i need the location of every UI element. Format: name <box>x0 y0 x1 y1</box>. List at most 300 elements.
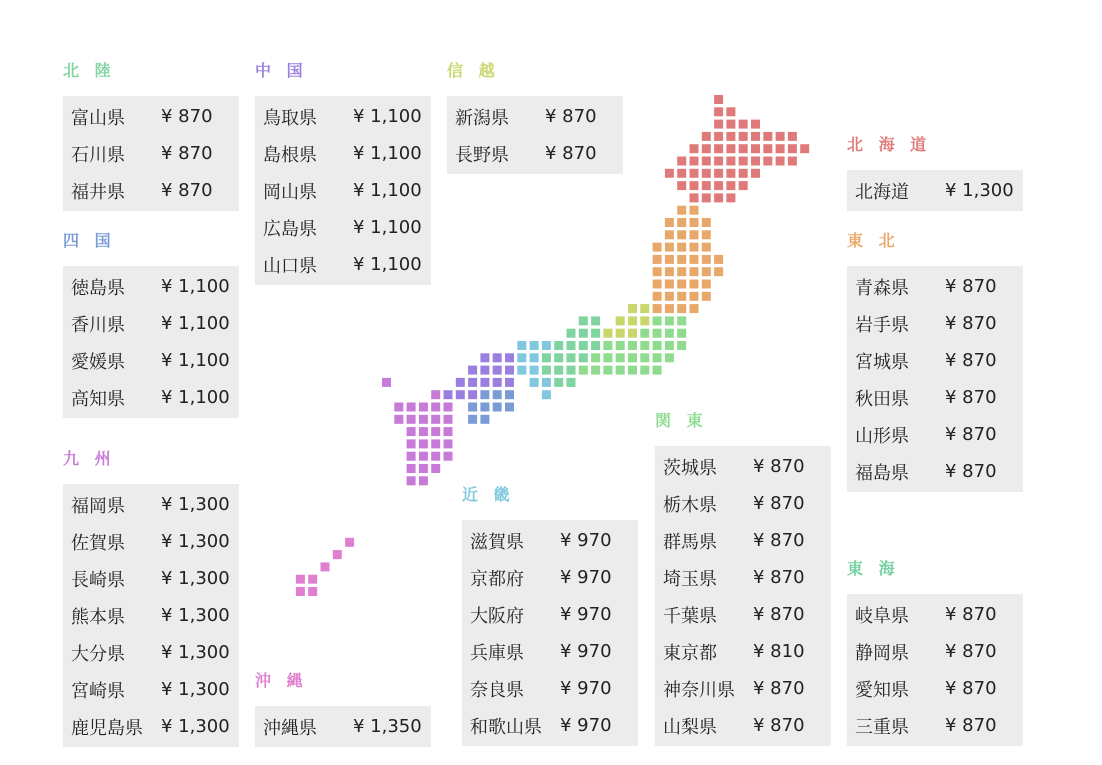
map-dot-chugoku <box>493 353 502 362</box>
shipping-price: ¥ 870 <box>945 604 997 625</box>
map-dot-tohoku <box>690 292 699 301</box>
map-dot-hokuriku <box>567 378 576 387</box>
map-dot-kinki <box>517 341 526 350</box>
price-row <box>663 596 823 633</box>
map-dot-kanto <box>677 341 686 350</box>
map-dot-kanto <box>616 353 625 362</box>
map-dot-chugoku <box>480 366 489 375</box>
map-dot-chubu <box>628 316 637 325</box>
price-table <box>447 96 623 174</box>
price-row <box>71 597 231 634</box>
prefecture-name: 福島県 <box>855 462 909 484</box>
prefecture-name: 沖縄県 <box>263 717 317 739</box>
price-row <box>71 172 231 209</box>
map-dot-tohoku <box>677 243 686 252</box>
map-dot-okinawa <box>296 587 305 596</box>
map-dot-hokuriku <box>554 341 563 350</box>
price-row <box>663 670 823 707</box>
price-row <box>855 305 1015 342</box>
region-title: 北 陸 <box>63 61 116 80</box>
map-dot-kyushu <box>419 476 428 485</box>
map-dot-kyushu <box>407 403 416 412</box>
prefecture-name: 神奈川県 <box>663 679 735 701</box>
map-dot-shikoku <box>468 415 477 424</box>
shipping-price: ¥ 970 <box>560 641 612 662</box>
prefecture-name: 熊本県 <box>71 606 125 628</box>
map-dot-hokkaido <box>690 144 699 153</box>
shipping-price: ¥ 870 <box>161 143 213 164</box>
map-dot-kyushu <box>431 452 440 461</box>
shipping-price: ¥ 870 <box>545 106 597 127</box>
map-dot-kyushu <box>394 403 403 412</box>
prefecture-name: 栃木県 <box>663 494 717 516</box>
map-dot-hokkaido <box>714 193 723 202</box>
prefecture-name: 秋田県 <box>855 388 909 410</box>
prefecture-name: 埼玉県 <box>663 568 717 590</box>
price-row <box>470 596 630 633</box>
map-dot-hokkaido <box>677 157 686 166</box>
prefecture-name: 新潟県 <box>455 107 509 129</box>
map-dot-tohoku <box>677 304 686 313</box>
prefecture-name: 奈良県 <box>470 679 524 701</box>
map-dot-chubu <box>640 304 649 313</box>
map-dot-hokkaido <box>714 107 723 116</box>
region-okinawa <box>255 670 431 747</box>
shipping-price: ¥ 870 <box>945 424 997 445</box>
price-row <box>855 342 1015 379</box>
map-dot-hokkaido <box>690 157 699 166</box>
map-dot-kyushu <box>382 378 391 387</box>
map-dot-hokkaido <box>665 169 674 178</box>
prefecture-name: 福岡県 <box>71 495 125 517</box>
map-dot-chugoku <box>480 353 489 362</box>
map-dot-tohoku <box>690 280 699 289</box>
map-dot-hokkaido <box>763 157 772 166</box>
map-dot-tohoku <box>702 292 711 301</box>
price-row <box>470 633 630 670</box>
map-dot-hokkaido <box>739 157 748 166</box>
region-shikoku <box>63 230 239 418</box>
map-dot-hokkaido <box>702 157 711 166</box>
region-hokuriku <box>63 60 239 211</box>
shipping-price: ¥ 1,300 <box>161 568 230 589</box>
region-title: 東 海 <box>847 559 900 578</box>
shipping-price: ¥ 870 <box>945 350 997 371</box>
map-dot-tohoku <box>677 280 686 289</box>
prefecture-name: 滋賀県 <box>470 531 524 553</box>
prefecture-name: 石川県 <box>71 144 125 166</box>
prefecture-name: 兵庫県 <box>470 642 524 664</box>
price-row <box>663 559 823 596</box>
shipping-price: ¥ 870 <box>945 387 997 408</box>
price-row <box>455 135 615 172</box>
map-dot-hokkaido <box>726 169 735 178</box>
prefecture-name: 富山県 <box>71 107 125 129</box>
map-dot-kanto <box>653 353 662 362</box>
map-dot-okinawa <box>345 538 354 547</box>
shipping-price: ¥ 870 <box>753 604 805 625</box>
map-dot-tohoku <box>702 230 711 239</box>
map-dot-hokuriku <box>567 341 576 350</box>
map-dot-kanto <box>628 366 637 375</box>
prefecture-name: 広島県 <box>263 218 317 240</box>
map-dot-hokkaido <box>776 144 785 153</box>
price-row <box>663 707 823 744</box>
price-row <box>855 172 1015 209</box>
price-row <box>855 633 1015 670</box>
map-dot-tohoku <box>665 243 674 252</box>
map-dot-kyushu <box>444 427 453 436</box>
prefecture-name: 愛知県 <box>855 679 909 701</box>
map-dot-tohoku <box>665 292 674 301</box>
region-kinki <box>462 484 638 746</box>
map-dot-tohoku <box>702 218 711 227</box>
map-dot-tohoku <box>653 280 662 289</box>
shipping-price: ¥ 870 <box>945 313 997 334</box>
region-kanto <box>655 410 831 746</box>
map-dot-hokkaido <box>726 144 735 153</box>
map-dot-shikoku <box>480 390 489 399</box>
region-title: 中 国 <box>255 61 308 80</box>
prefecture-name: 福井県 <box>71 181 125 203</box>
prefecture-name: 徳島県 <box>71 277 125 299</box>
prefecture-name: 三重県 <box>855 716 909 738</box>
map-dot-hokuriku <box>579 329 588 338</box>
shipping-price: ¥ 1,100 <box>161 276 230 297</box>
shipping-price: ¥ 870 <box>945 715 997 736</box>
map-dot-hokkaido <box>677 181 686 190</box>
map-dot-hokkaido <box>714 120 723 129</box>
map-dot-hokkaido <box>702 169 711 178</box>
map-dot-tohoku <box>690 243 699 252</box>
map-dot-hokkaido <box>751 157 760 166</box>
map-dot-kyushu <box>407 439 416 448</box>
shipping-price: ¥ 870 <box>753 493 805 514</box>
map-dot-kinki <box>542 378 551 387</box>
map-dot-tohoku <box>677 255 686 264</box>
prefecture-name: 鹿児島県 <box>71 717 143 739</box>
map-dot-kanto <box>591 366 600 375</box>
price-row <box>855 268 1015 305</box>
map-dot-tohoku <box>714 267 723 276</box>
prefecture-name: 鳥取県 <box>263 107 317 129</box>
map-dot-hokuriku <box>591 341 600 350</box>
region-title: 信 越 <box>447 61 500 80</box>
map-dot-tohoku <box>665 267 674 276</box>
shipping-price: ¥ 970 <box>560 678 612 699</box>
prefecture-name: 山梨県 <box>663 716 717 738</box>
prefecture-name: 千葉県 <box>663 605 717 627</box>
map-dot-tohoku <box>702 267 711 276</box>
shipping-price: ¥ 810 <box>753 641 805 662</box>
map-dot-kanto <box>640 341 649 350</box>
region-kyushu <box>63 448 239 747</box>
map-dot-kanto <box>653 316 662 325</box>
map-dot-chubu <box>616 316 625 325</box>
region-title: 沖 縄 <box>255 671 308 690</box>
map-dot-kanto <box>616 366 625 375</box>
map-dot-hokuriku <box>542 366 551 375</box>
shipping-price: ¥ 1,300 <box>161 679 230 700</box>
region-chugoku <box>255 60 431 285</box>
map-dot-kyushu <box>407 464 416 473</box>
map-dot-hokkaido <box>788 132 797 141</box>
price-table <box>255 96 431 285</box>
map-dot-hokkaido <box>776 157 785 166</box>
map-dot-kanto <box>677 316 686 325</box>
map-dot-hokkaido <box>726 120 735 129</box>
price-row <box>855 596 1015 633</box>
prefecture-name: 岩手県 <box>855 314 909 336</box>
map-dot-tohoku <box>653 267 662 276</box>
price-row <box>263 98 423 135</box>
price-row <box>263 172 423 209</box>
map-dot-kyushu <box>444 439 453 448</box>
map-dot-hokuriku <box>542 353 551 362</box>
map-dot-okinawa <box>321 562 330 571</box>
prefecture-name: 山口県 <box>263 255 317 277</box>
map-dot-chugoku <box>505 353 514 362</box>
region-title: 近 畿 <box>462 485 515 504</box>
price-table <box>847 594 1023 746</box>
prefecture-name: 大阪府 <box>470 605 524 627</box>
price-row <box>470 670 630 707</box>
map-dot-shikoku <box>505 390 514 399</box>
map-dot-hokkaido <box>788 144 797 153</box>
shipping-price: ¥ 1,100 <box>353 217 422 238</box>
price-row <box>71 560 231 597</box>
map-dot-kanto <box>628 353 637 362</box>
prefecture-name: 島根県 <box>263 144 317 166</box>
map-dot-tohoku <box>690 230 699 239</box>
map-dot-chugoku <box>456 390 465 399</box>
price-table <box>63 266 239 418</box>
map-dot-hokkaido <box>763 144 772 153</box>
map-dot-hokkaido <box>739 169 748 178</box>
map-dot-okinawa <box>296 575 305 584</box>
map-dot-tohoku <box>702 280 711 289</box>
region-title: 四 国 <box>63 231 116 250</box>
map-dot-chubu <box>616 329 625 338</box>
map-dot-kinki <box>542 390 551 399</box>
price-row <box>663 485 823 522</box>
map-dot-kanto <box>640 366 649 375</box>
map-dot-tohoku <box>690 255 699 264</box>
shipping-price: ¥ 1,300 <box>945 180 1014 201</box>
price-row <box>663 522 823 559</box>
map-dot-hokuriku <box>591 316 600 325</box>
shipping-price: ¥ 1,300 <box>161 642 230 663</box>
shipping-price: ¥ 1,300 <box>161 605 230 626</box>
shipping-price: ¥ 1,300 <box>161 531 230 552</box>
shipping-price: ¥ 870 <box>161 106 213 127</box>
map-dot-kanto <box>665 341 674 350</box>
map-dot-kyushu <box>419 452 428 461</box>
price-row <box>71 523 231 560</box>
shipping-price: ¥ 970 <box>560 604 612 625</box>
map-dot-shikoku <box>493 390 502 399</box>
price-row <box>263 209 423 246</box>
map-dot-kyushu <box>431 390 440 399</box>
price-row <box>263 135 423 172</box>
map-dot-kyushu <box>431 427 440 436</box>
shipping-price: ¥ 970 <box>560 530 612 551</box>
map-dot-kyushu <box>431 403 440 412</box>
map-dot-kinki <box>517 366 526 375</box>
map-dot-hokkaido <box>751 120 760 129</box>
map-dot-tohoku <box>714 255 723 264</box>
map-dot-shikoku <box>480 403 489 412</box>
price-row <box>855 379 1015 416</box>
map-dot-kyushu <box>444 415 453 424</box>
shipping-price: ¥ 1,100 <box>353 254 422 275</box>
map-dot-hokkaido <box>714 181 723 190</box>
map-dot-tohoku <box>653 243 662 252</box>
region-title: 北 海 道 <box>847 135 932 154</box>
price-row <box>455 98 615 135</box>
map-dot-hokkaido <box>714 157 723 166</box>
shipping-price: ¥ 870 <box>753 530 805 551</box>
map-dot-hokkaido <box>690 193 699 202</box>
shipping-price: ¥ 870 <box>753 715 805 736</box>
shipping-price: ¥ 1,100 <box>161 350 230 371</box>
price-table <box>462 520 638 746</box>
map-dot-kanto <box>653 366 662 375</box>
map-dot-hokkaido <box>714 144 723 153</box>
map-dot-kinki <box>542 341 551 350</box>
map-dot-hokkaido <box>714 95 723 104</box>
map-dot-hokkaido <box>788 157 797 166</box>
map-dot-tohoku <box>665 280 674 289</box>
map-dot-hokuriku <box>579 353 588 362</box>
map-dot-chubu <box>628 304 637 313</box>
price-row <box>71 379 231 416</box>
shipping-price: ¥ 1,300 <box>161 716 230 737</box>
map-dot-kanto <box>665 316 674 325</box>
map-dot-chugoku <box>456 378 465 387</box>
prefecture-name: 長野県 <box>455 144 509 166</box>
map-dot-hokkaido <box>702 132 711 141</box>
shipping-price: ¥ 970 <box>560 715 612 736</box>
map-dot-kanto <box>665 329 674 338</box>
shipping-price: ¥ 970 <box>560 567 612 588</box>
map-dot-okinawa <box>308 575 317 584</box>
map-dot-hokkaido <box>763 132 772 141</box>
map-dot-chugoku <box>480 378 489 387</box>
map-dot-hokkaido <box>739 132 748 141</box>
region-title: 九 州 <box>63 449 116 468</box>
prefecture-name: 山形県 <box>855 425 909 447</box>
map-dot-hokkaido <box>776 132 785 141</box>
price-row <box>470 522 630 559</box>
map-dot-kyushu <box>407 415 416 424</box>
map-dot-tohoku <box>677 230 686 239</box>
prefecture-name: 香川県 <box>71 314 125 336</box>
shipping-price: ¥ 1,100 <box>161 313 230 334</box>
map-dot-kyushu <box>444 403 453 412</box>
map-dot-hokkaido <box>714 132 723 141</box>
map-dot-kanto <box>677 329 686 338</box>
map-dot-chubu <box>628 329 637 338</box>
price-row <box>855 707 1015 744</box>
map-dot-kyushu <box>407 476 416 485</box>
price-row <box>71 708 231 745</box>
map-dot-hokkaido <box>726 132 735 141</box>
map-dot-kanto <box>603 341 612 350</box>
map-dot-tohoku <box>690 206 699 215</box>
region-tohoku <box>847 230 1023 492</box>
map-dot-hokkaido <box>726 157 735 166</box>
map-dot-chubu <box>640 316 649 325</box>
map-dot-kanto <box>665 353 674 362</box>
region-tokai <box>847 558 1023 746</box>
prefecture-name: 宮崎県 <box>71 680 125 702</box>
shipping-price: ¥ 870 <box>945 276 997 297</box>
prefecture-name: 群馬県 <box>663 531 717 553</box>
prefecture-name: 大分県 <box>71 643 125 665</box>
region-hokkaido <box>847 134 1023 211</box>
map-dot-hokkaido <box>726 193 735 202</box>
prefecture-name: 和歌山県 <box>470 716 542 738</box>
price-row <box>71 268 231 305</box>
map-dot-tohoku <box>665 304 674 313</box>
map-dot-hokuriku <box>554 378 563 387</box>
price-row <box>71 671 231 708</box>
map-dot-hokkaido <box>751 169 760 178</box>
map-dot-shikoku <box>468 403 477 412</box>
prefecture-name: 静岡県 <box>855 642 909 664</box>
map-dot-hokuriku <box>554 366 563 375</box>
prefecture-name: 岡山県 <box>263 181 317 203</box>
price-row <box>263 708 423 745</box>
map-dot-kyushu <box>419 464 428 473</box>
price-row <box>71 98 231 135</box>
map-dot-chugoku <box>468 366 477 375</box>
map-dot-hokkaido <box>751 132 760 141</box>
price-row <box>855 453 1015 490</box>
shipping-price: ¥ 1,100 <box>353 143 422 164</box>
map-dot-tohoku <box>690 267 699 276</box>
shipping-price: ¥ 870 <box>945 678 997 699</box>
region-title: 関 東 <box>655 411 708 430</box>
shipping-price: ¥ 1,300 <box>161 494 230 515</box>
price-row <box>263 246 423 283</box>
map-dot-hokkaido <box>800 144 809 153</box>
price-row <box>855 670 1015 707</box>
prefecture-name: 北海道 <box>855 181 909 203</box>
map-dot-tohoku <box>677 267 686 276</box>
map-dot-chugoku <box>468 378 477 387</box>
map-dot-tohoku <box>665 230 674 239</box>
map-dot-hokkaido <box>726 181 735 190</box>
map-dot-kinki <box>530 353 539 362</box>
prefecture-name: 佐賀県 <box>71 532 125 554</box>
map-dot-kyushu <box>419 403 428 412</box>
map-dot-hokkaido <box>690 169 699 178</box>
map-dot-hokkaido <box>726 107 735 116</box>
map-dot-shikoku <box>480 415 489 424</box>
shipping-price: ¥ 870 <box>945 461 997 482</box>
map-dot-kanto <box>640 329 649 338</box>
price-row <box>470 707 630 744</box>
map-dot-chugoku <box>505 366 514 375</box>
prefecture-name: 長崎県 <box>71 569 125 591</box>
map-dot-kanto <box>603 353 612 362</box>
map-dot-hokkaido <box>677 169 686 178</box>
map-dot-hokuriku <box>579 341 588 350</box>
map-dot-shikoku <box>493 403 502 412</box>
prefecture-name: 宮城県 <box>855 351 909 373</box>
